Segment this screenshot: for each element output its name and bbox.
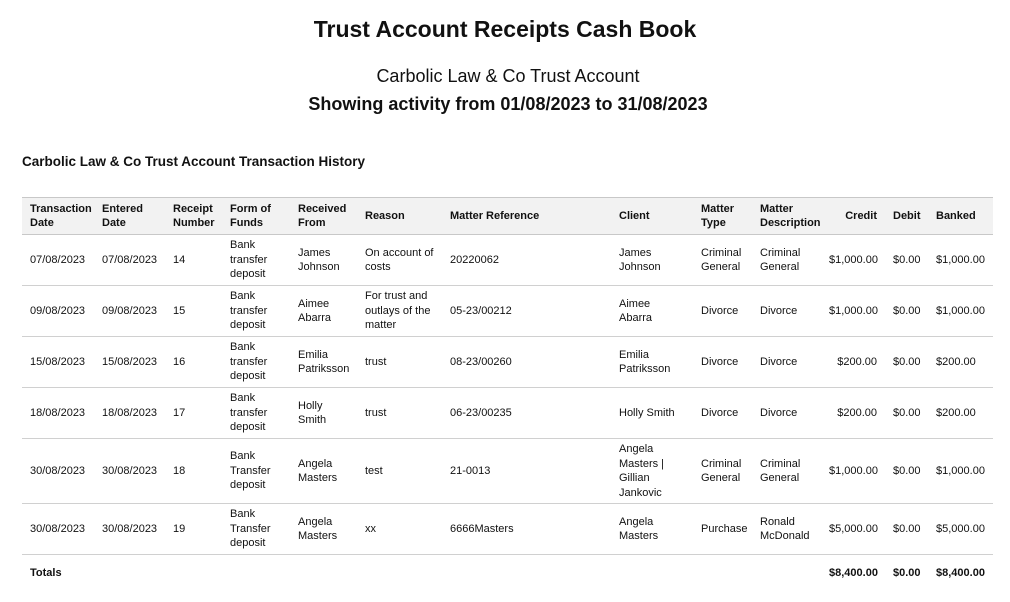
table-row: [22, 439, 993, 504]
column-header-received-from: Received From: [290, 198, 357, 235]
banked-cell: $200.00: [928, 388, 993, 439]
banked-cell: $200.00: [928, 337, 993, 388]
transaction-date-cell: 09/08/2023: [22, 286, 94, 337]
received-from-cell: Aimee Abarra: [290, 286, 357, 337]
form-of-funds-cell: Bank transfer deposit: [222, 286, 290, 337]
column-header-matter-description: Matter Description: [752, 198, 821, 235]
client-cell: Holly Smith: [611, 388, 693, 439]
banked-cell: $1,000.00: [928, 235, 993, 286]
entered-date-cell: 30/08/2023: [94, 439, 165, 504]
column-header-transaction-date: Transaction Date: [22, 198, 94, 235]
total-debit: $0.00: [893, 566, 921, 579]
matter-description-cell: Ronald McDonald: [752, 504, 821, 555]
credit-cell: $1,000.00: [821, 235, 885, 286]
column-header-credit: Credit: [821, 198, 885, 235]
table-row: [22, 388, 993, 439]
table-row: [22, 286, 993, 337]
debit-cell: $0.00: [885, 235, 928, 286]
matter-type-cell: Divorce: [693, 337, 752, 388]
debit-cell: $0.00: [885, 504, 928, 555]
entered-date-cell: 15/08/2023: [94, 337, 165, 388]
debit-cell: $0.00: [885, 337, 928, 388]
matter-description-cell: Divorce: [752, 388, 821, 439]
matter-reference-cell: 6666Masters: [442, 504, 611, 555]
received-from-cell: Angela Masters: [290, 504, 357, 555]
column-header-form-of-funds: Form of Funds: [222, 198, 290, 235]
reason-cell: trust: [357, 388, 442, 439]
form-of-funds-cell: Bank Transfer deposit: [222, 439, 290, 504]
matter-type-cell: Divorce: [693, 388, 752, 439]
matter-reference-cell: 21-0013: [442, 439, 611, 504]
transaction-date-cell: 07/08/2023: [22, 235, 94, 286]
section-heading: Carbolic Law & Co Trust Account Transaction History: [22, 154, 366, 169]
received-from-cell: Holly Smith: [290, 388, 357, 439]
client-cell: Aimee Abarra: [611, 286, 693, 337]
matter-description-cell: Divorce: [752, 337, 821, 388]
reason-cell: xx: [357, 504, 442, 555]
credit-cell: $5,000.00: [821, 504, 885, 555]
account-name: Carbolic Law & Co Trust Account: [376, 66, 640, 86]
client-cell: Angela Masters: [611, 504, 693, 555]
client-cell: Emilia Patriksson: [611, 337, 693, 388]
banked-cell: $1,000.00: [928, 439, 993, 504]
debit-cell: $0.00: [885, 286, 928, 337]
table-header-row: [22, 198, 993, 235]
matter-description-cell: Criminal General: [752, 235, 821, 286]
receipt-number-cell: 16: [165, 337, 222, 388]
form-of-funds-cell: Bank transfer deposit: [222, 337, 290, 388]
debit-cell: $0.00: [885, 439, 928, 504]
report-period: Showing activity from 01/08/2023 to 31/08/2023: [308, 94, 708, 114]
credit-cell: $1,000.00: [821, 439, 885, 504]
debit-cell: $0.00: [885, 388, 928, 439]
total-banked: $8,400.00: [936, 566, 985, 579]
banked-cell: $5,000.00: [928, 504, 993, 555]
column-header-client: Client: [611, 198, 693, 235]
transaction-date-cell: 30/08/2023: [22, 504, 94, 555]
reason-cell: test: [357, 439, 442, 504]
column-header-reason: Reason: [357, 198, 442, 235]
totals-label: Totals: [30, 566, 62, 579]
transaction-date-cell: 18/08/2023: [22, 388, 94, 439]
matter-reference-cell: 06-23/00235: [442, 388, 611, 439]
column-header-debit: Debit: [885, 198, 928, 235]
client-cell: Angela Masters | Gillian Jankovic: [611, 439, 693, 504]
entered-date-cell: 18/08/2023: [94, 388, 165, 439]
entered-date-cell: 09/08/2023: [94, 286, 165, 337]
banked-cell: $1,000.00: [928, 286, 993, 337]
form-of-funds-cell: Bank transfer deposit: [222, 235, 290, 286]
credit-cell: $1,000.00: [821, 286, 885, 337]
total-credit: $8,400.00: [829, 566, 878, 579]
receipt-number-cell: 14: [165, 235, 222, 286]
form-of-funds-cell: Bank transfer deposit: [222, 388, 290, 439]
matter-reference-cell: 05-23/00212: [442, 286, 611, 337]
reason-cell: trust: [357, 337, 442, 388]
entered-date-cell: 07/08/2023: [94, 235, 165, 286]
form-of-funds-cell: Bank Transfer deposit: [222, 504, 290, 555]
client-cell: James Johnson: [611, 235, 693, 286]
receipt-number-cell: 15: [165, 286, 222, 337]
credit-cell: $200.00: [821, 337, 885, 388]
column-header-entered-date: Entered Date: [94, 198, 165, 235]
transaction-date-cell: 15/08/2023: [22, 337, 94, 388]
receipt-number-cell: 18: [165, 439, 222, 504]
report-title: Trust Account Receipts Cash Book: [313, 16, 697, 42]
matter-reference-cell: 08-23/00260: [442, 337, 611, 388]
credit-cell: $200.00: [821, 388, 885, 439]
column-header-matter-reference: Matter Reference: [442, 198, 611, 235]
transaction-date-cell: 30/08/2023: [22, 439, 94, 504]
matter-reference-cell: 20220062: [442, 235, 611, 286]
matter-type-cell: Purchase: [693, 504, 752, 555]
receipt-number-cell: 17: [165, 388, 222, 439]
column-header-receipt-number: Receipt Number: [165, 198, 222, 235]
entered-date-cell: 30/08/2023: [94, 504, 165, 555]
transaction-history-table: [22, 197, 993, 588]
table-row: [22, 337, 993, 388]
reason-cell: For trust and outlays of the matter: [357, 286, 442, 337]
matter-type-cell: Divorce: [693, 286, 752, 337]
column-header-matter-type: Matter Type: [693, 198, 752, 235]
matter-type-cell: Criminal General: [693, 235, 752, 286]
totals-row: [22, 555, 993, 589]
matter-description-cell: Criminal General: [752, 439, 821, 504]
received-from-cell: Angela Masters: [290, 439, 357, 504]
reason-cell: On account of costs: [357, 235, 442, 286]
table-row: [22, 504, 993, 555]
received-from-cell: Emilia Patriksson: [290, 337, 357, 388]
receipt-number-cell: 19: [165, 504, 222, 555]
matter-description-cell: Divorce: [752, 286, 821, 337]
received-from-cell: James Johnson: [290, 235, 357, 286]
matter-type-cell: Criminal General: [693, 439, 752, 504]
column-header-banked: Banked: [928, 198, 993, 235]
table-row: [22, 235, 993, 286]
